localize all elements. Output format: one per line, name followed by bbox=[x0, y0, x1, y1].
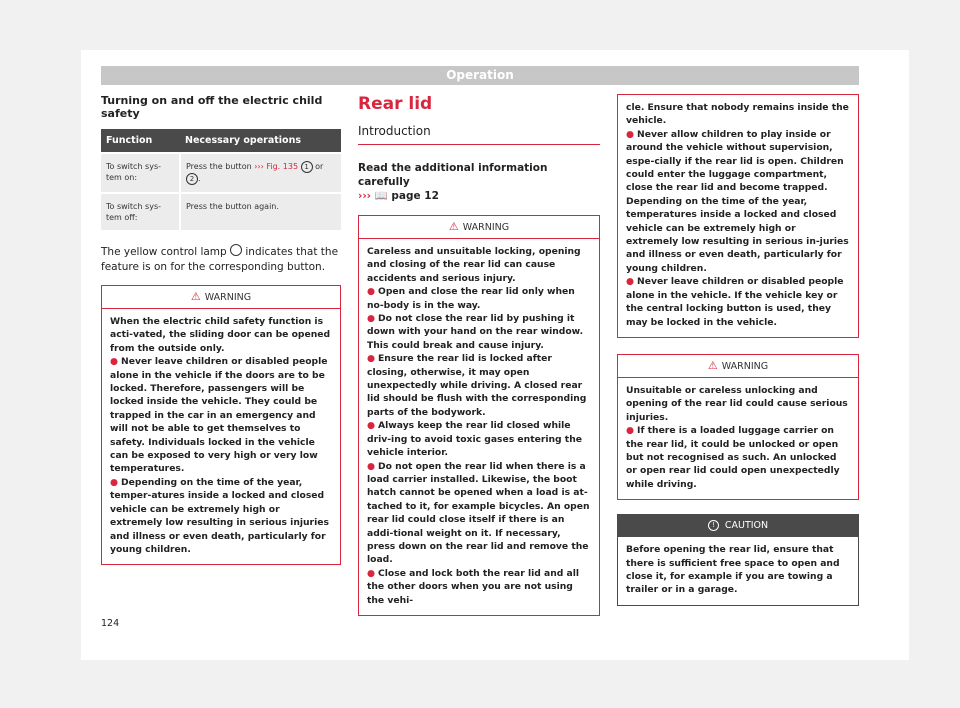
read-more-text: Read the additional information carefully bbox=[358, 162, 548, 188]
fig-ref-text: Fig. 135 bbox=[266, 162, 299, 171]
chapter-title: Rear lid bbox=[358, 94, 433, 114]
table-cell-function: To switch sys-tem on: bbox=[101, 153, 180, 193]
warning-intro: Careless and unsuitable locking, opening and closing of the rear lid can cause accidents and serious injury. bbox=[367, 246, 581, 284]
bullet-icon: ● bbox=[367, 420, 376, 432]
warning-body bbox=[102, 309, 340, 564]
table-row bbox=[101, 193, 341, 230]
caution-body bbox=[618, 537, 858, 605]
control-lamp-paragraph bbox=[101, 244, 341, 275]
table-cell-operation: Press the button again. bbox=[180, 193, 341, 230]
bullet-icon: ● bbox=[110, 356, 119, 368]
bullet-icon: ● bbox=[367, 286, 376, 298]
bullet-icon: ● bbox=[367, 313, 376, 325]
warning-bullet bbox=[110, 476, 332, 556]
bullet-text: Do not close the rear lid by pushing it down with your hand on the rear window. This could break and cause injury. bbox=[367, 313, 584, 351]
warning-label: WARNING bbox=[721, 360, 769, 372]
bullet-text: Always keep the rear lid closed while driv-ing to avoid toxic gases entering the vehicle interior. bbox=[367, 420, 582, 459]
warning-header bbox=[359, 216, 599, 239]
bullet-icon: ● bbox=[367, 460, 376, 472]
bullet-icon: ● bbox=[110, 476, 119, 488]
bullet-icon: ● bbox=[367, 567, 376, 579]
caution-info-icon: ! bbox=[708, 520, 719, 531]
warning-body bbox=[618, 378, 858, 499]
or-text: or bbox=[312, 162, 324, 171]
bullet-icon: ● bbox=[626, 276, 635, 288]
warning-intro: Unsuitable or careless unlocking and opening of the rear lid could cause serious injuries. bbox=[626, 384, 848, 423]
bullet-text: Do not open the rear lid when there is a load carrier installed. Likewise, the boot hatch cannot be opened when a load is at-tached to it, for example bicycles. An open rear lid could close itself if there is an addi-tional weight on it. If necessary, press down on the rear lid and remove the load. bbox=[367, 460, 590, 566]
warning-header bbox=[102, 286, 340, 309]
caution-header bbox=[618, 515, 858, 537]
warning-continued-text: cle. Ensure that nobody remains inside the vehicle. bbox=[626, 102, 849, 127]
book-icon: 📖 bbox=[374, 190, 388, 202]
page-number: 124 bbox=[101, 618, 120, 629]
warning-triangle-icon: ⚠ bbox=[707, 358, 718, 372]
caution-label: CAUTION bbox=[724, 520, 769, 532]
warning-bullet bbox=[626, 424, 850, 491]
warning-bullet bbox=[110, 355, 332, 476]
bullet-text: Never leave children or disabled people alone in the vehicle. If the vehicle key or the central locking button is used, they may be locked in the vehicle. bbox=[626, 276, 844, 328]
warning-bullet bbox=[367, 285, 591, 312]
bullet-text: If there is a loaded luggage carrier on the rear lid, it could be unlocked or open but not recognised as such. An unlocked or open rear lid could open unexpectedly while driving. bbox=[626, 425, 840, 490]
fig-link[interactable] bbox=[254, 162, 298, 171]
page-header: Operation bbox=[101, 66, 859, 85]
bullet-icon: ● bbox=[626, 128, 635, 140]
warning-bullet bbox=[626, 275, 850, 329]
column-right bbox=[617, 94, 859, 606]
warning-bullet bbox=[367, 312, 591, 352]
warning-label: WARNING bbox=[204, 292, 252, 303]
table-cell-function: To switch sys-tem off: bbox=[101, 193, 180, 230]
column-middle bbox=[358, 94, 600, 616]
warning-box bbox=[101, 285, 341, 565]
warning-intro: When the electric child safety function is acti-vated, the sliding door can be opened from the outside only. bbox=[110, 316, 331, 354]
caution-box bbox=[617, 514, 859, 606]
warning-bullet bbox=[367, 419, 591, 459]
operations-table bbox=[101, 129, 341, 230]
warning-body bbox=[618, 95, 858, 337]
warning-box bbox=[358, 215, 600, 616]
warning-label: WARNING bbox=[462, 222, 510, 233]
warning-header bbox=[618, 355, 858, 378]
child-safety-lamp-icon bbox=[230, 244, 242, 256]
bullet-icon: ● bbox=[626, 425, 635, 437]
warning-bullet bbox=[626, 128, 850, 275]
warning-box-continued bbox=[617, 94, 859, 338]
arrow-text: ››› bbox=[254, 162, 264, 171]
operation-text: Press the button bbox=[186, 162, 255, 171]
caution-text: Before opening the rear lid, ensure that there is sufficient free space to open and close it, for example if you are towing a trailer or in a garage. bbox=[626, 544, 840, 596]
page-ref-link[interactable]: page 12 bbox=[387, 190, 439, 202]
read-more-note bbox=[358, 161, 600, 203]
bullet-text: Never leave children or disabled people alone in the vehicle if the doors are to be locked. Therefore, passengers will be locked inside the vehicle. They could be trapped in the car in an emergency and will not be able to get themselves to safety. Individuals locked in the vehicle can be exposed to very high or very low temperatures. bbox=[110, 356, 328, 475]
bullet-text: Never allow children to play inside or around the vehicle without supervision, espe-cially if the rear lid is open. Children could enter the luggage compartment, close the rear lid and become trapped. Depending on the time of the year, temperatures inside a locked and closed vehicle can be extremely high or extremely low resulting in serious in-juries and illness or even death, particularly for young children. bbox=[626, 128, 849, 274]
para-text: The yellow control lamp bbox=[101, 246, 231, 258]
number-1-icon: 1 bbox=[301, 161, 313, 173]
column-left bbox=[101, 94, 341, 565]
manual-page bbox=[81, 50, 909, 660]
suffix-text: . bbox=[198, 174, 201, 183]
para-text: indicates that the feature is on for the corresponding button. bbox=[101, 246, 339, 273]
table-row bbox=[101, 153, 341, 193]
bullet-text: Depending on the time of the year, temper-atures inside a locked and closed vehicle can be extremely high or extremely low resulting in serious injuries and illness or even death, particularly for young children. bbox=[110, 476, 329, 555]
bullet-icon: ● bbox=[367, 353, 376, 365]
section-title: Turning on and off the electric child safety bbox=[101, 94, 323, 120]
warning-triangle-icon: ⚠ bbox=[190, 290, 201, 303]
table-header-operations: Necessary operations bbox=[180, 129, 341, 153]
arrow-text: ››› bbox=[358, 190, 371, 202]
bullet-text: Ensure the rear lid is locked after closing, otherwise, it may open unexpectedly while driving. A closed rear lid should be flush with the corresponding parts of the bodywork. bbox=[367, 353, 587, 418]
table-header-function: Function bbox=[101, 129, 180, 153]
table-cell-operation bbox=[180, 153, 341, 193]
warning-triangle-icon: ⚠ bbox=[448, 220, 459, 233]
chapter-subtitle: Introduction bbox=[358, 124, 600, 145]
warning-bullet bbox=[367, 352, 591, 419]
bullet-text: Close and lock both the rear lid and all the other doors when you are not using the vehi- bbox=[367, 567, 580, 606]
warning-box bbox=[617, 354, 859, 500]
bullet-text: Open and close the rear lid only when no-body is in the way. bbox=[367, 286, 575, 311]
number-2-icon: 2 bbox=[186, 173, 198, 185]
warning-bullet bbox=[367, 460, 591, 567]
warning-body bbox=[359, 239, 599, 615]
warning-bullet bbox=[367, 567, 591, 607]
